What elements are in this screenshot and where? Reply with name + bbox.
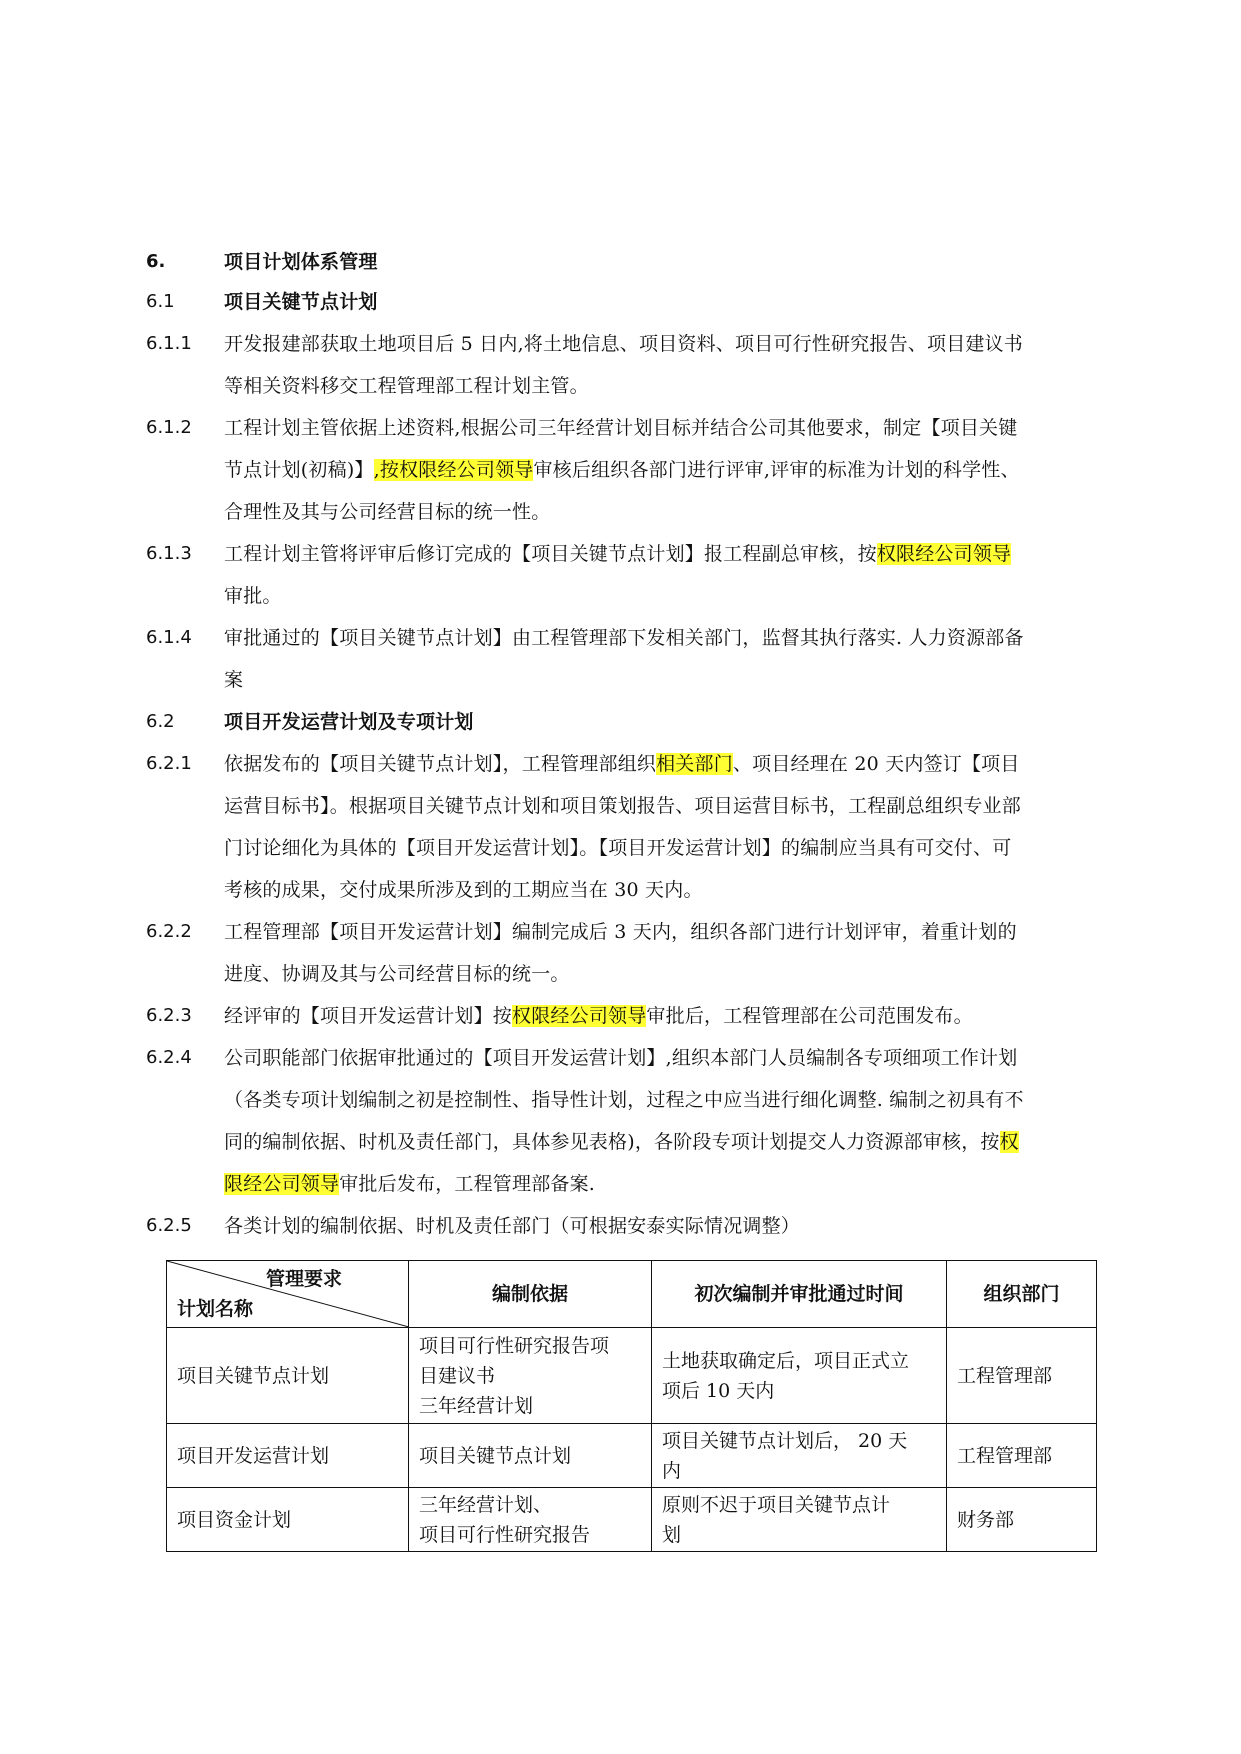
cell-line: 项目可行性研究报告 [419, 1523, 591, 1546]
clause-number: 6.1.3 [146, 543, 192, 564]
text-run: 审批后发布，工程管理部备案. [339, 1173, 596, 1195]
clause-6-1-3-cont [0, 580, 1241, 612]
clause-6-1-2 [0, 412, 1241, 444]
table-row [167, 1424, 1097, 1488]
section-number: 6.1 [146, 291, 175, 312]
cell-line: 项目关键节点计划后， 20 天 [662, 1429, 908, 1452]
cell-time [652, 1488, 947, 1552]
highlighted-text: 相关部门 [656, 753, 733, 775]
text-run: 审批后，工程管理部在公司范围发布。 [646, 1005, 973, 1027]
highlighted-text: 权 [999, 1131, 1019, 1153]
cell-plan-name: 项目资金计划 [167, 1488, 409, 1552]
clause-number: 6.2.3 [146, 1005, 192, 1026]
cell-dept: 工程管理部 [947, 1328, 1097, 1424]
cell-time [652, 1328, 947, 1424]
clause-6-2-1 [0, 748, 1241, 780]
clause-line: 各类计划的编制依据、时机及责任部门（可根据安泰实际情况调整） [224, 1215, 801, 1237]
table-row [167, 1488, 1097, 1552]
section-title: 项目开发运营计划及专项计划 [224, 711, 474, 733]
section-title: 项目计划体系管理 [224, 251, 378, 273]
clause-line: 开发报建部获取土地项目后 5 日内,将土地信息、项目资料、项目可行性研究报告、项目建议书 [224, 333, 1024, 355]
clause-number: 6.2.2 [146, 921, 192, 942]
clause-line [224, 748, 1020, 780]
clause-6-1-4-cont [0, 664, 1241, 696]
clause-line: 工程管理部【项目开发运营计划】编制完成后 3 天内，组织各部门进行计划评审，着重计划的 [224, 921, 1017, 943]
clause-line: 运营目标书】。根据项目关键节点计划和项目策划报告、项目运营目标书，工程副总组织专业部 [224, 795, 1021, 817]
section-6-2-heading [0, 706, 1241, 738]
section-title: 项目关键节点计划 [224, 291, 378, 313]
header-management-requirement: 管理要求 [265, 1268, 342, 1290]
clause-6-1-3 [0, 538, 1241, 570]
highlighted-text: 限经公司领导 [224, 1173, 340, 1195]
clause-6-2-4-cont2 [0, 1126, 1241, 1158]
clause-line: 考核的成果，交付成果所涉及到的工期应当在 30 天内。 [224, 879, 703, 901]
clause-line: 合理性及其与公司经营目标的统一性。 [224, 501, 551, 523]
clause-6-2-4-cont [0, 1084, 1241, 1116]
clause-line: 等相关资料移交工程管理部工程计划主管。 [224, 375, 589, 397]
header-dept: 组织部门 [947, 1261, 1097, 1328]
text-run: 经评审的【项目开发运营计划】按 [224, 1005, 513, 1027]
clause-line: 进度、协调及其与公司经营目标的统一。 [224, 963, 570, 985]
clause-number: 6.1.1 [146, 333, 192, 354]
cell-basis [409, 1328, 652, 1424]
clause-6-2-1-cont3 [0, 874, 1241, 906]
cell-plan-name: 项目开发运营计划 [167, 1424, 409, 1488]
clause-line [224, 538, 1011, 570]
cell-line: 三年经营计划 [419, 1394, 534, 1417]
cell-line: 原则不迟于项目关键节点计 [662, 1493, 891, 1516]
clause-6-1-2-cont [0, 454, 1241, 486]
clause-6-2-4-cont3 [0, 1168, 1241, 1200]
clause-6-2-4 [0, 1042, 1241, 1074]
cell-time [652, 1424, 947, 1488]
clause-line: 审批通过的【项目关键节点计划】由工程管理部下发相关部门，监督其执行落实. 人力资源部备 [224, 627, 1024, 649]
clause-6-2-2 [0, 916, 1241, 948]
text-run: 依据发布的【项目关键节点计划】，工程管理部组织 [224, 753, 657, 775]
plan-table [166, 1260, 1097, 1552]
text-run: 工程计划主管将评审后修订完成的【项目关键节点计划】报工程副总审核，按 [224, 543, 877, 565]
text-run: 节点计划(初稿)】 [224, 459, 374, 481]
clause-6-1-4 [0, 622, 1241, 654]
clause-6-2-3 [0, 1000, 1241, 1032]
text-run: 同的编制依据、时机及责任部门，具体参见表格)，各阶段专项计划提交人力资源部审核，按 [224, 1131, 1000, 1153]
text-run: 审核后组织各部门进行评审,评审的标准为计划的科学性、 [533, 459, 1020, 481]
clause-line [224, 1000, 973, 1032]
text-run: 、项目经理在 20 天内签订【项目 [732, 753, 1020, 775]
table-header-row [167, 1261, 1097, 1328]
cell-line: 三年经营计划、 [419, 1493, 553, 1516]
clause-number: 6.2.1 [146, 753, 192, 774]
cell-dept: 工程管理部 [947, 1424, 1097, 1488]
section-number: 6.2 [146, 711, 175, 732]
table-row [167, 1328, 1097, 1424]
clause-6-2-1-cont [0, 790, 1241, 822]
clause-number: 6.2.4 [146, 1047, 192, 1068]
clause-line: 工程计划主管依据上述资料,根据公司三年经营计划目标并结合公司其他要求，制定【项目关键 [224, 417, 1018, 439]
clause-number: 6.2.5 [146, 1215, 192, 1236]
clause-6-2-1-cont2 [0, 832, 1241, 864]
section-6-1-heading [0, 286, 1241, 318]
cell-line: 目建议书 [419, 1364, 496, 1387]
clause-6-1-2-cont2 [0, 496, 1241, 528]
clause-line: 公司职能部门依据审批通过的【项目开发运营计划】,组织本部门人员编制各专项细项工作计划 [224, 1047, 1018, 1069]
clause-line: （各类专项计划编制之初是控制性、指导性计划，过程之中应当进行细化调整. 编制之初具有不 [224, 1089, 1024, 1111]
clause-6-1-1 [0, 328, 1241, 360]
cell-line: 划 [662, 1523, 682, 1546]
highlighted-text: 权限经公司领导 [876, 543, 1012, 565]
cell-line: 项目可行性研究报告项 [419, 1334, 610, 1357]
section-number: 6. [146, 251, 166, 272]
clause-line: 门讨论细化为具体的【项目开发运营计划】。【项目开发运营计划】的编制应当具有可交付、可 [224, 837, 1012, 859]
header-time: 初次编制并审批通过时间 [652, 1261, 947, 1328]
clause-number: 6.1.4 [146, 627, 192, 648]
header-plan-name: 计划名称 [177, 1298, 254, 1320]
cell-line: 内 [662, 1459, 682, 1482]
section-6-heading [0, 246, 1241, 278]
clause-line [224, 1168, 595, 1200]
clause-6-1-1-cont [0, 370, 1241, 402]
clause-6-2-5 [0, 1210, 1241, 1242]
cell-dept: 财务部 [947, 1488, 1097, 1552]
clause-line: 案 [224, 669, 244, 691]
cell-line: 土地获取确定后，项目正式立 [662, 1349, 910, 1372]
clause-line [224, 1126, 1019, 1158]
highlighted-text: 权限经公司领导 [512, 1005, 647, 1027]
cell-plan-name: 项目关键节点计划 [167, 1328, 409, 1424]
highlighted-text: ,按权限经公司领导 [373, 459, 534, 481]
cell-line: 项后 10 天内 [662, 1379, 775, 1402]
clause-6-2-2-cont [0, 958, 1241, 990]
cell-basis [409, 1488, 652, 1552]
diagonal-header-cell [167, 1261, 409, 1328]
clause-line: 审批。 [224, 585, 282, 607]
header-basis: 编制依据 [409, 1261, 652, 1328]
clause-number: 6.1.2 [146, 417, 192, 438]
clause-line [224, 454, 1020, 486]
cell-basis: 项目关键节点计划 [409, 1424, 652, 1488]
